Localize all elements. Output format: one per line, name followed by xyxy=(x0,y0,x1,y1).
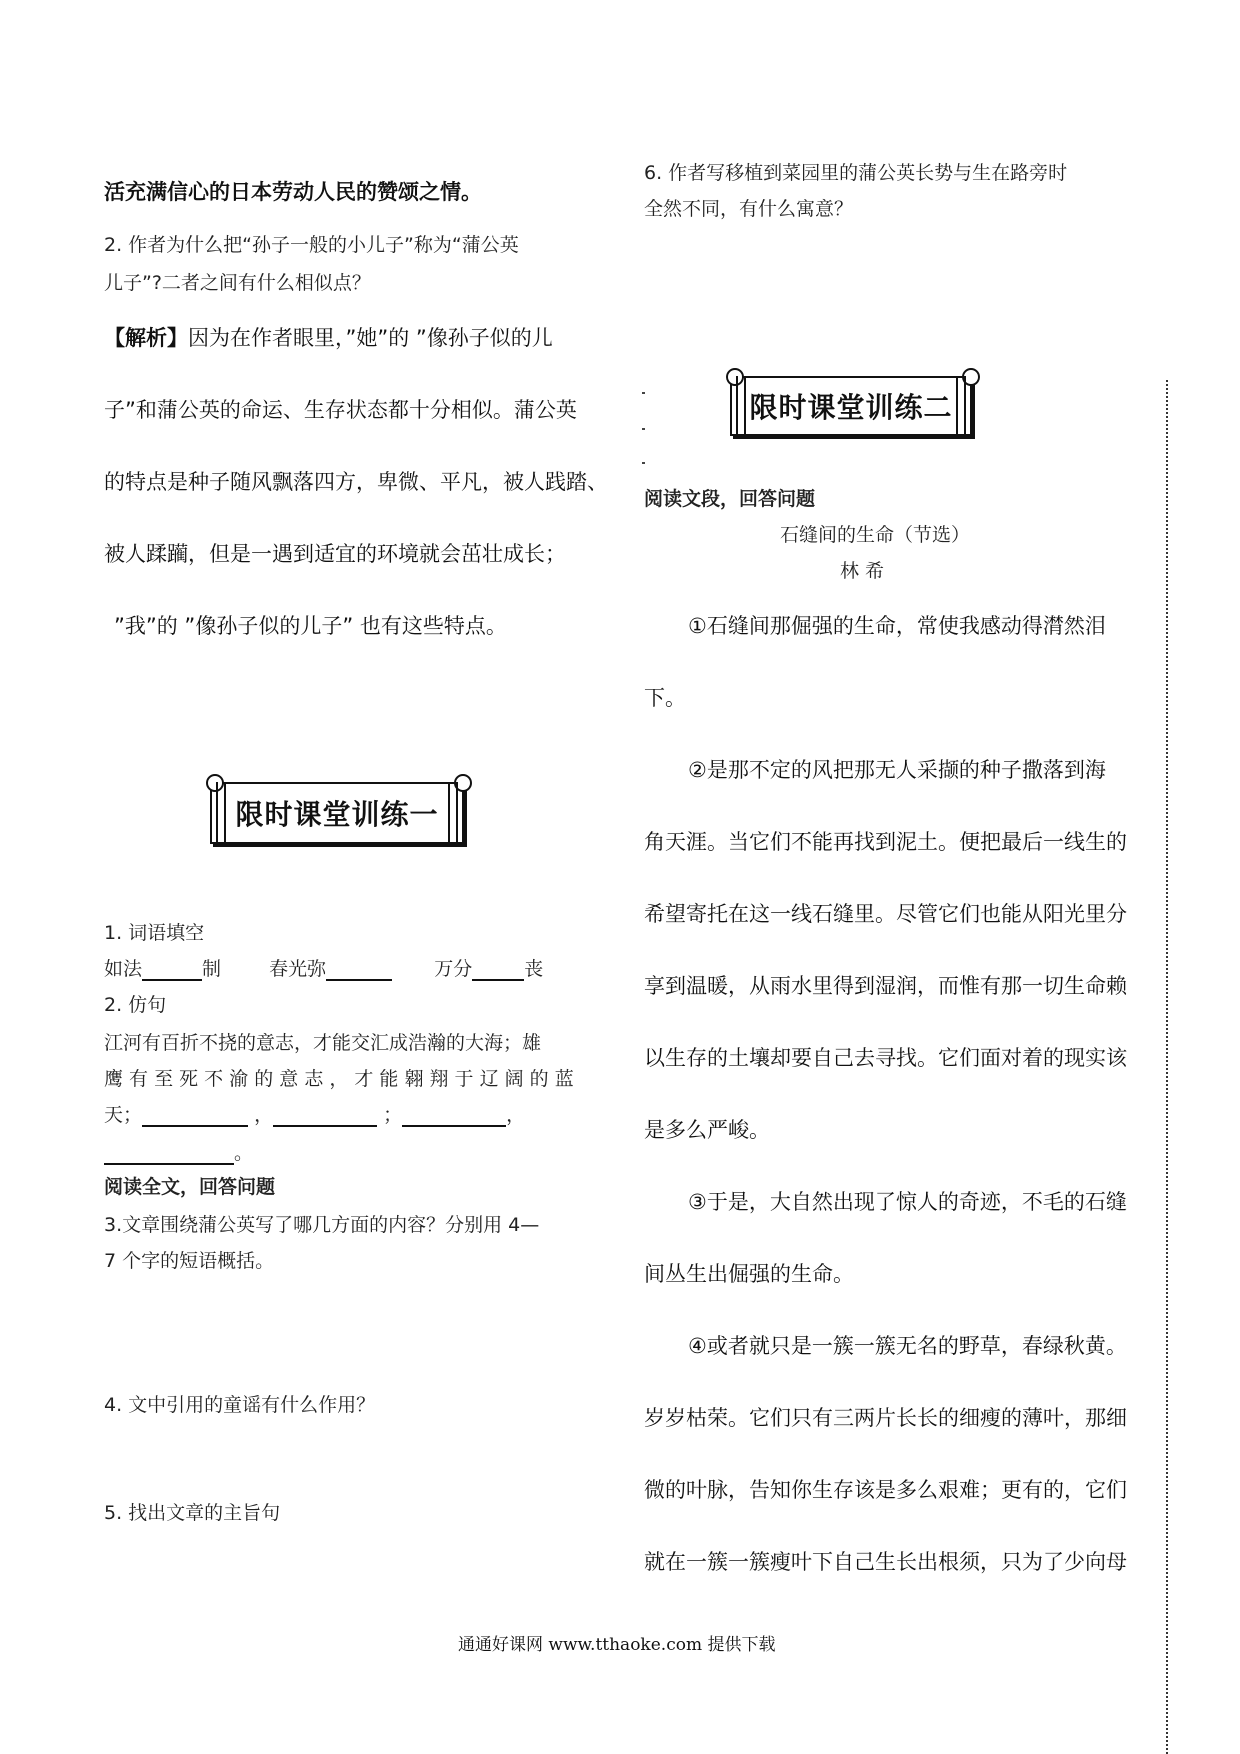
analysis-text: 因为在作者眼里，”她”的 ”像孙子似的儿 xyxy=(188,326,553,350)
paragraph-line: 就在一簇一簇瘦叶下自己生长出根须，只为了少向母 xyxy=(644,1550,1127,1574)
question-3: 3.文章围绕蒲公英写了哪几方面的内容？分别用 4— xyxy=(104,1214,540,1236)
question-5: 5. 找出文章的主旨句 xyxy=(104,1502,281,1524)
question-3-cont: 7 个字的短语概括。 xyxy=(104,1250,275,1272)
section-heading: 阅读文段，回答问题 xyxy=(644,488,816,510)
margin-tick xyxy=(642,392,645,394)
question-6-cont: 全然不同，有什么寓意？ xyxy=(644,198,854,220)
punct: 。 xyxy=(234,1142,254,1164)
fill-text: 万分 xyxy=(434,958,473,980)
paragraph-line: 微的叶脉，告知你生存该是多么艰难；更有的，它们 xyxy=(644,1478,1127,1502)
exercise-2-answer-row xyxy=(104,1138,253,1165)
question-2-cont: 儿子”?二者之间有什么相似点？ xyxy=(104,272,371,294)
exercise-2-text: 江河有百折不挠的意志，才能交汇成浩瀚的大海；雄 xyxy=(104,1032,542,1054)
paragraph-line: 角天涯。当它们不能再找到泥土。便把最后一线生的 xyxy=(644,830,1127,854)
blank-field[interactable] xyxy=(142,957,202,981)
analysis-line: ”我”的 ”像孙子似的儿子” 也有这些特点。 xyxy=(114,614,507,638)
question-4: 4. 文中引用的童谣有什么作用？ xyxy=(104,1394,376,1416)
question-6: 6. 作者写移植到菜园里的蒲公英长势与生在路旁时 xyxy=(644,162,1068,184)
paragraph-line: ③于是，大自然出现了惊人的奇迹，不毛的石缝 xyxy=(688,1190,1127,1214)
blank-field[interactable] xyxy=(273,1103,377,1127)
banner-title: 限时课堂训练一 xyxy=(235,798,439,831)
paragraph-line: ④或者就只是一簇一簇无名的野草，春绿秋黄。 xyxy=(688,1334,1127,1358)
margin-tick xyxy=(642,462,645,464)
question-2: 2. 作者为什么把“孙子一般的小儿子”称为“蒲公英 xyxy=(104,234,519,256)
paragraph-line: ②是那不定的风把那无人采撷的种子撒落到海 xyxy=(688,758,1106,782)
paragraph-line: 间丛生出倔强的生命。 xyxy=(644,1262,854,1286)
fill-text: 如法 xyxy=(104,958,143,980)
blank-field[interactable] xyxy=(104,1141,234,1165)
article-title: 石缝间的生命（节选） xyxy=(780,524,971,546)
blank-field[interactable] xyxy=(402,1103,506,1127)
punct: ， xyxy=(506,1104,526,1126)
paragraph-line: 希望寄托在这一线石缝里。尽管它们也能从阳光里分 xyxy=(644,902,1127,926)
exercise-2-answer-row xyxy=(104,1100,525,1127)
margin-tick xyxy=(642,428,645,430)
fill-text: 制 xyxy=(202,958,222,980)
section-banner-1 xyxy=(210,782,464,844)
text-line: 活充满信心的日本劳动人民的赞颂之情。 xyxy=(104,180,482,204)
blank-field[interactable] xyxy=(326,957,392,981)
analysis-line: 的特点是种子随风飘落四方，卑微、平凡，被人践踏、 xyxy=(104,470,608,494)
page-edge-divider xyxy=(1166,380,1168,1754)
analysis-tag: 【解析】 xyxy=(104,326,188,350)
analysis-line: 被人蹂躏，但是一遇到适宜的环境就会茁壮成长； xyxy=(104,542,566,566)
exercise-2-text: 鹰 有 至 死 不 渝 的 意 志 ， 才 能 翱 翔 于 辽 阔 的 蓝 xyxy=(104,1068,574,1090)
punct: ； xyxy=(383,1104,403,1126)
exercise-2-title: 2. 仿句 xyxy=(104,994,167,1016)
section-banner-2 xyxy=(730,376,972,436)
page-footer: 通通好课网 www.tthaoke.com 提供下载 xyxy=(458,1635,776,1655)
section-heading: 阅读全文，回答问题 xyxy=(104,1176,276,1198)
paragraph-line: 以生存的土壤却要自己去寻找。它们面对着的现实该 xyxy=(644,1046,1127,1070)
analysis-line: 子”和蒲公英的命运、生存状态都十分相似。蒲公英 xyxy=(104,398,577,422)
exercise-1-title: 1. 词语填空 xyxy=(104,922,205,944)
paragraph-line: 是多么严峻。 xyxy=(644,1118,770,1142)
banner-title: 限时课堂训练二 xyxy=(749,391,953,424)
analysis-line xyxy=(104,322,553,352)
punct: ， xyxy=(254,1104,274,1126)
paragraph-line: 岁岁枯荣。它们只有三两片长长的细瘦的薄叶，那细 xyxy=(644,1406,1127,1430)
paragraph-line: ①石缝间那倔强的生命，常使我感动得潸然泪 xyxy=(688,614,1106,638)
fill-text: 丧 xyxy=(524,958,544,980)
fill-blank-row xyxy=(104,954,543,981)
fill-text: 天； xyxy=(104,1104,143,1126)
paragraph-line: 下。 xyxy=(644,686,686,710)
blank-field[interactable] xyxy=(472,957,524,981)
fill-text: 春光弥 xyxy=(269,958,327,980)
paragraph-line: 享到温暖，从雨水里得到湿润，而惟有那一切生命赖 xyxy=(644,974,1127,998)
article-author: 林 希 xyxy=(840,560,885,582)
blank-field[interactable] xyxy=(142,1103,248,1127)
